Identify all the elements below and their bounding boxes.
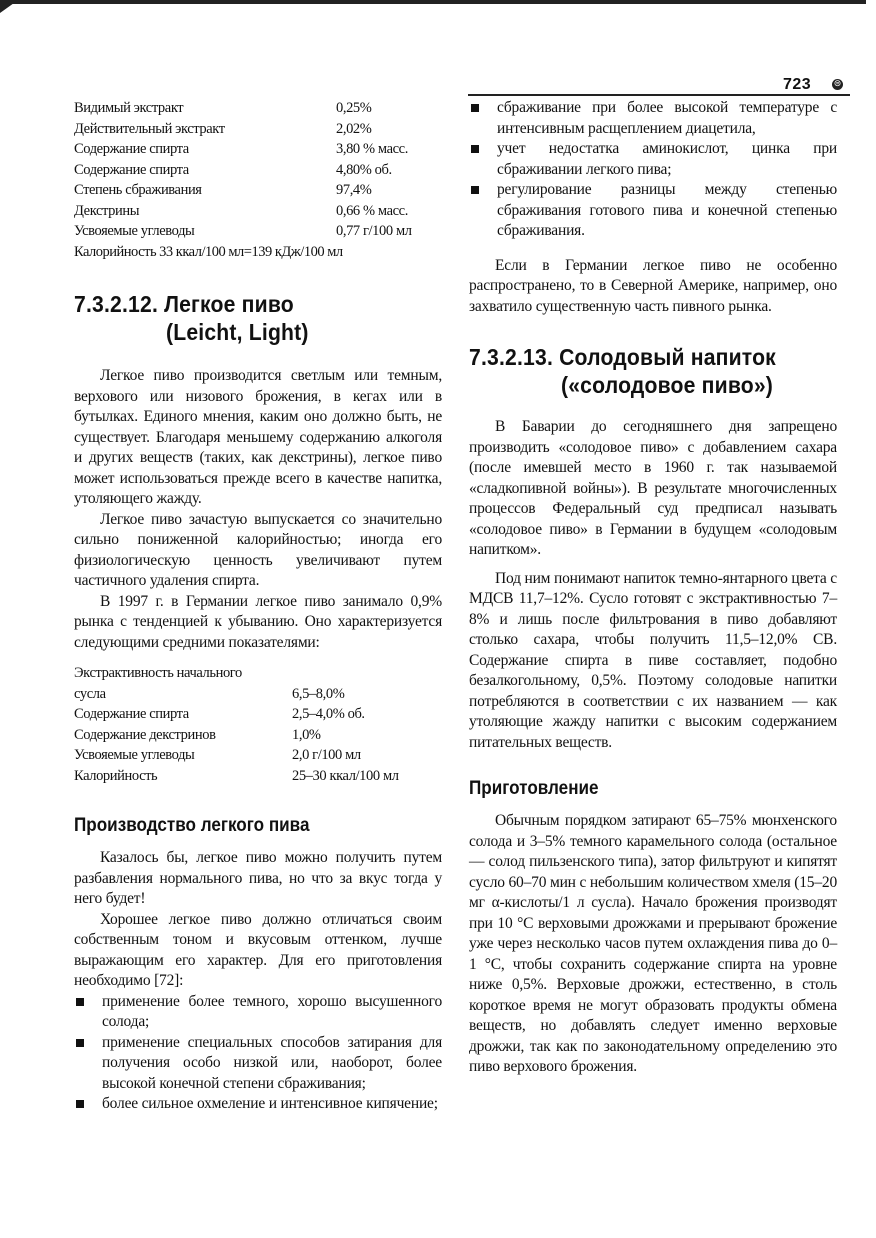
heading-line-2: («солодовое пиво») [561,372,774,398]
page-number: 723 [783,76,812,93]
paragraph: Легкое пиво зачастую выпускается со значительно сильно пониженной калорийностью; иногда его физиологическую ценность увеличивают путем частичного удаления спирта. [74,510,442,589]
avg-table-caption: Экстрактивность начального [74,665,242,681]
row-label: Видимый экстракт [74,100,184,116]
table-row [74,139,442,160]
page-marker-icon: ⊜ [833,79,842,89]
paragraph: В 1997 г. в Германии легкое пиво занимало 0,9% рынка с тенденцией к убыванию. Оно характеризуется следующими средними показателями: [74,592,442,651]
row-label: Усвояемые углеводы [74,223,195,239]
table-row [74,98,442,119]
heading-line-1: 7.3.2.12. Легкое пиво [74,291,294,317]
list-item-text: применение специальных способов затирания для получения особо низкой или, наоборот, более высокой конечной степени сбраживания; [102,1033,442,1092]
table-row [74,221,442,242]
list-item [469,139,837,180]
list-item [74,1094,442,1115]
paragraph: Если в Германии легкое пиво не особенно распространено, то в Северной Америке, например, оно захватило существенную часть пивного рынка. [469,256,837,315]
corner-mark [0,3,14,13]
section-heading-preparation: Приготовление [469,778,599,799]
row-value: 2,0 г/100 мл [292,747,361,763]
row-value: 6,5–8,0% [292,685,345,702]
row-value: 97,4% [336,182,372,198]
list-item-text: более сильное охмеление и интенсивное кипячение; [102,1095,438,1112]
table-row [74,766,442,787]
row-label: Содержание декстринов [74,726,216,743]
table-row [74,725,442,746]
row-value: 4,80% об. [336,161,392,178]
left-column [74,98,442,1115]
heading-line-1: 7.3.2.13. Солодовый напиток [469,344,776,370]
bullet-list [74,992,442,1115]
list-item [74,1033,442,1095]
right-column [469,98,837,1078]
bullet-icon [76,1100,84,1108]
table-row [74,201,442,222]
list-item [469,98,837,139]
row-label: Калорийность [74,767,158,784]
row-label: Степень сбраживания [74,182,202,198]
row-value: 1,0% [292,726,321,743]
paragraph: Обычным порядком затирают 65–75% мюнхенского солода и 3–5% темного карамельного солода (остальное — солод пильзенского типа), затор фильтруют и кипятят сусло 60–70 мин с небольшим количеством хмеля (15–20 мг α-кислоты/1 л сусла). Начало брожения производят при 10 °С верховыми дрожжами и прерывают брожение уже через несколько часов путем охлаждения пива до 0–1 °С, чтобы сохранить содержание спирта на уровне ниже 0,5%. Верховые дрожжи, естественно, в столь короткое время не могут образовать продукты обмена веществ, но добавлять следует именно верховые дрожжи, так как по законодательному определению это пиво верхового брожения. [469,812,837,1075]
bullet-icon [76,1039,84,1047]
calorie-line: Калорийность 33 ккал/100 мл=139 кДж/100 мл [74,243,343,260]
bullet-icon [471,145,479,153]
composition-table [74,98,442,242]
row-value: 2,5–4,0% об. [292,706,365,722]
paragraph: Хорошее легкое пиво должно отличаться своим собственным тоном и вкусовым оттенком, лучше выражающим его характер. Для его приготовления необходимо [72]: [74,910,442,989]
table-row [74,684,442,705]
row-value: 0,66 % масс. [336,202,408,219]
row-label: Декстрины [74,202,140,219]
table-row [74,160,442,181]
paragraph: Легкое пиво производится светлым или темным, верхового или низового брожения, в кегах или в бутылках. Единого мнения, каким оно должно быть, не существует. Благодаря меньшему содержанию алкоголя и других веществ (таких, как декстрины), легкое пиво может использоваться прежде всего в качестве напитка, утоляющего жажду. [74,367,442,507]
table-row [74,745,442,766]
row-label: Содержание спирта [74,141,189,157]
list-item-text: регулирование разницы между степенью сбраживания готового пива и конечной степенью сбраживания. [497,181,837,239]
bullet-icon [76,998,84,1006]
row-value: 0,77 г/100 мл [336,223,412,239]
table-row [74,704,442,725]
table-row [74,119,442,140]
row-value: 25–30 ккал/100 мл [292,767,399,784]
heading-line-2: (Leicht, Light) [166,319,309,345]
row-label: Содержание спирта [74,706,189,722]
row-label: Содержание спирта [74,161,189,178]
top-border [0,0,866,4]
row-value: 3,80 % масс. [336,141,408,157]
list-item-text: применение более темного, хорошо высушенного солода; [102,992,442,1030]
section-heading-production: Производство легкого пива [74,815,310,836]
row-label: Усвояемые углеводы [74,747,195,763]
table-row [74,180,442,201]
bullet-icon [471,104,479,112]
section-heading-light-beer [74,290,413,346]
list-item [469,180,837,242]
list-item [74,992,442,1033]
list-item-text: учет недостатка аминокислот, цинка при сбраживании легкого пива; [497,140,837,178]
paragraph: Под ним понимают напиток темно-янтарного цвета с МДСВ 11,7–12%. Сусло готовят с экстрактивностью 7–8% и лишь после фильтрования в пиво добавляют столько сахара, чтобы получить 11,5–12,0% СВ. Содержание спирта в пиве составляет, подобно безалкогольному, 0,5%. Поэтому солодовые напитки потребляются в соответствии с их названием — как утоляющие жажду напитки с высоким содержанием питательных веществ. [469,569,837,751]
row-label: Действительный экстракт [74,120,225,137]
bullet-icon [471,186,479,194]
paragraph: В Баварии до сегодняшнего дня запрещено производить «солодовое пиво» с добавлением сахара (после имевшей место в 1960 г. так называемой «сладкопивной войны»). В результате многочисленных процессов Федеральный суд предписал называть «солодовое пиво» в Германии в будущем «солодовым напитком». [469,418,837,558]
row-value: 2,02% [336,120,372,137]
section-heading-malt-drink [469,343,808,399]
bullet-list [469,98,837,242]
list-item-text: сбраживание при более высокой температуре с интенсивным расщеплением диацетила, [497,99,837,137]
row-value: 0,25% [336,100,372,116]
average-values-table [74,684,442,787]
paragraph: Казалось бы, легкое пиво можно получить путем разбавления нормального пива, но что за вкус тогда у него будет! [74,849,442,907]
row-label: сусла [74,685,106,702]
header-rule [468,94,850,96]
